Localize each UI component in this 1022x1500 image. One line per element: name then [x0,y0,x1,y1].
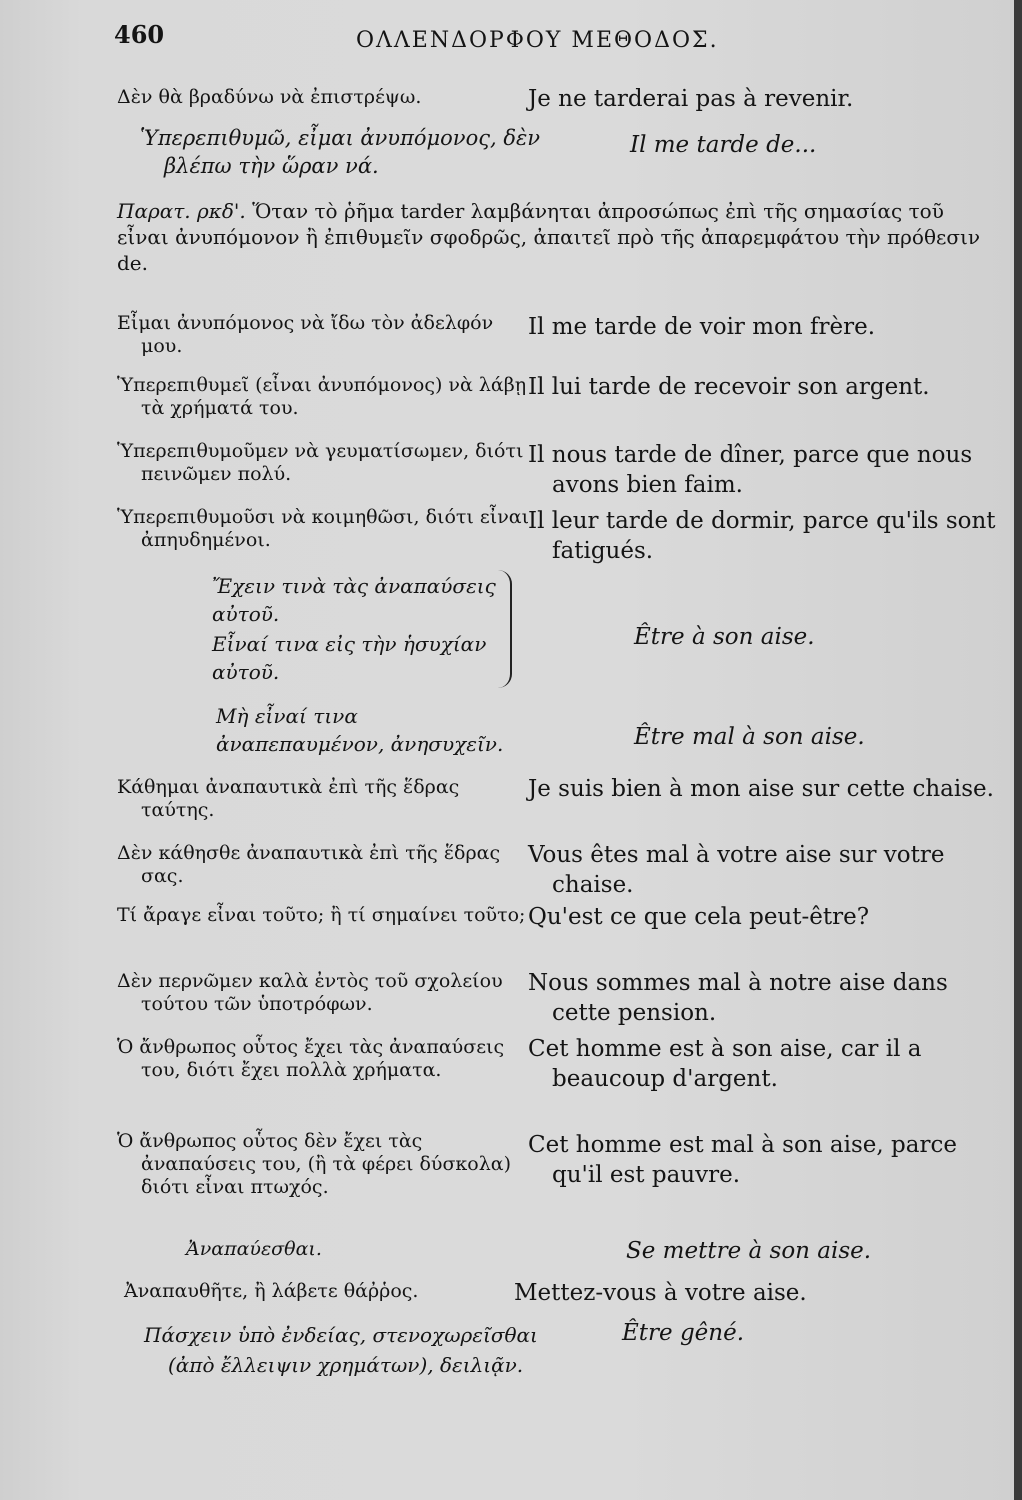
greek-phrase: Τί ἄραγε εἶναι τοῦτο; ἢ τί σημαίνει τοῦτο; [117,904,526,926]
french-phrase: Qu'est ce que cela peut-être? [528,904,870,930]
french-phrase: Je ne tarderai pas à revenir. [528,86,854,112]
greek-phrase: Κάθημαι ἀναπαυτικὰ ἐπὶ τῆς ἕδρας ταύτης. [117,776,460,821]
greek-phrase: Ἀναπαυθῆτε, ἢ λάβετε θάῤῥος. [124,1280,419,1302]
french-phrase: Nous sommes mal à notre aise dans cette pension. [528,970,948,1026]
french-phrase: Il lui tarde de recevoir son argent. [528,374,930,400]
greek-phrase: Ὑπερεπιθυμοῦμεν νὰ γευματίσωμεν, διότι πεινῶμεν πολύ. [117,440,524,485]
brace-phrase: Εἶναί τινα εἰς τὴν ἡσυχίαν αὐτοῦ. [212,632,487,684]
greek-phrase: Ἀναπαύεσθαι. [186,1238,322,1260]
greek-phrase: Ὑπερεπιθυμῶ, εἶμαι ἀνυπόμονος, δὲν βλέπω τὴν ὥραν νά. [140,126,541,178]
page-header [0,20,1022,60]
greek-phrase: Ὑπερεπιθυμοῦσι νὰ κοιμηθῶσι, διότι εἶναι ἀπηυδημένοι. [117,506,530,551]
greek-phrase: Πάσχειν ὑπὸ ἐνδείας, στενοχωρεῖσθαι (ἀπὸ ἔλλειψιν χρημάτων), δειλιᾷν. [144,1323,538,1377]
note-text: Ὅταν τὸ ῥῆμα tarder λαμβάνηται ἀπροσώπως ἐπὶ τῆς σημασίας τοῦ εἶναι ἀνυπόμονον ἢ ἐπιθυμεῖν σφοδρῶς, ἀπαιτεῖ πρὸ τῆς ἀπαρεμφάτου τὴν πρόθεσιν de. [117,199,981,275]
french-phrase: Il leur tarde de dormir, parce qu'ils sont fatigués. [528,508,996,564]
french-phrase: Il nous tarde de dîner, parce que nous avons bien faim. [528,442,973,498]
greek-phrase: Δὲν κάθησθε ἀναπαυτικὰ ἐπὶ τῆς ἕδρας σας. [117,842,501,887]
note-label: Παρατ. ρκδ'. [117,199,246,223]
french-phrase: Mettez-vous à votre aise. [514,1280,807,1306]
brace-phrase: Ἔχειν τινὰ τὰς ἀναπαύσεις αὐτοῦ. [212,574,496,626]
french-phrase: Je suis bien à mon aise sur cette chaise. [528,776,994,802]
greek-phrase: Ὁ ἄνθρωπος οὗτος ἔχει τὰς ἀναπαύσεις του, διότι ἔχει πολλὰ χρήματα. [117,1036,505,1081]
french-phrase: Se mettre à son aise. [626,1238,872,1264]
brace-phrase: Μὴ εἶναί τινα ἀναπεπαυμένον, ἀνησυχεῖν. [216,704,504,756]
greek-phrase: Εἶμαι ἀνυπόμονος νὰ ἴδω τὸν ἀδελφόν μου. [117,312,494,357]
grammar-note [117,198,987,276]
greek-phrase: Ὁ ἄνθρωπος οὗτος δὲν ἔχει τὰς ἀναπαύσεις του, (ἢ τὰ φέρει δύσκολα) διότι εἶναι πτωχός. [117,1130,512,1198]
french-phrase: Vous êtes mal à votre aise sur votre chaise. [528,842,945,898]
greek-phrase: Δὲν περνῶμεν καλὰ ἐντὸς τοῦ σχολείου τούτου τῶν ὑποτρόφων. [117,970,503,1015]
running-title: ΟΛΛΕΝΔΟΡΦΟΥ ΜΕΘΟΔΟΣ. [356,28,719,53]
french-phrase: Cet homme est à son aise, car il a beaucoup d'argent. [528,1036,922,1092]
french-phrase: Il me tarde de voir mon frère. [528,314,876,340]
french-phrase: Être gêné. [622,1320,745,1346]
french-phrase: Cet homme est mal à son aise, parce qu'il est pauvre. [528,1132,957,1188]
greek-phrase: Δὲν θὰ βραδύνω νὰ ἐπιστρέψω. [117,86,422,108]
greek-phrase: Ὑπερεπιθυμεῖ (εἶναι ἀνυπόμονος) νὰ λάβῃ τὰ χρήματά του. [117,374,527,419]
french-phrase: Être mal à son aise. [634,724,865,750]
french-phrase: Il me tarde de... [630,132,817,158]
page-number: 460 [114,20,165,49]
french-phrase: Être à son aise. [634,624,815,650]
curly-brace [494,570,512,688]
